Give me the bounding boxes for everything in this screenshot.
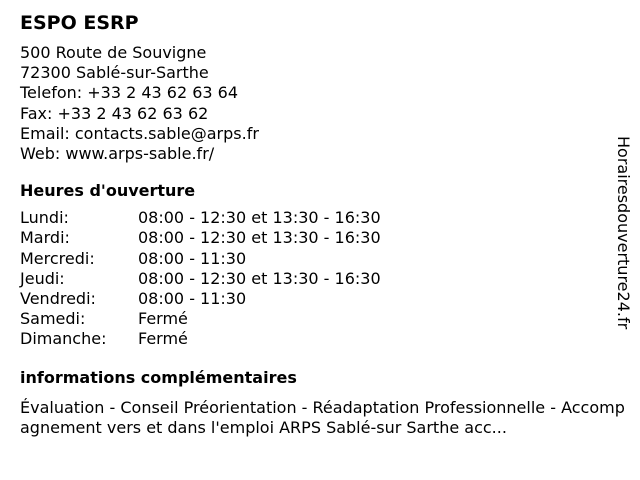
hours-day: Lundi:	[20, 208, 69, 228]
hours-time: 08:00 - 11:30	[138, 289, 247, 309]
hours-time: Fermé	[138, 309, 188, 329]
email-line: Email: contacts.sable@arps.fr	[20, 123, 259, 143]
description-text: Évaluation - Conseil Préorientation - Réadaptation Professionnelle - Accompagnement vers et dans l'emploi ARPS Sablé-sur Sarthe acc...	[20, 397, 625, 437]
hours-table	[20, 208, 610, 349]
info-heading: informations complémentaires	[20, 367, 297, 387]
hours-row	[20, 228, 610, 248]
hours-row	[20, 249, 610, 269]
hours-time: Fermé	[138, 329, 188, 349]
address-street: 500 Route de Souvigne	[20, 43, 207, 62]
hours-time: 08:00 - 11:30	[138, 248, 247, 268]
hours-row	[20, 309, 610, 329]
hours-time: 08:00 - 12:30 et 13:30 - 16:30	[138, 208, 381, 228]
hours-day: Dimanche:	[20, 329, 107, 349]
hours-day: Jeudi:	[20, 268, 65, 288]
hours-row	[20, 329, 610, 349]
hours-day: Samedi:	[20, 309, 86, 329]
hours-time: 08:00 - 12:30 et 13:30 - 16:30	[138, 268, 381, 288]
business-title: ESPO ESRP	[20, 12, 139, 34]
web-line: Web: www.arps-sable.fr/	[20, 144, 215, 164]
hours-row	[20, 269, 610, 289]
hours-day: Mardi:	[20, 228, 70, 248]
fax-line: Fax: +33 2 43 62 63 62	[20, 103, 209, 123]
address-city: 72300 Sablé-sur-Sarthe	[20, 63, 209, 83]
hours-day: Vendredi:	[20, 289, 96, 309]
hours-time: 08:00 - 12:30 et 13:30 - 16:30	[138, 228, 381, 248]
hours-row	[20, 289, 610, 309]
hours-heading: Heures d'ouverture	[20, 181, 196, 201]
phone-line: Telefon: +33 2 43 62 63 64	[20, 83, 239, 103]
side-watermark-label: Horairesdouverture24.fr	[614, 136, 633, 330]
side-watermark	[612, 136, 634, 346]
hours-row	[20, 208, 610, 228]
contact-block	[20, 43, 610, 164]
hours-day: Mercredi:	[20, 248, 95, 268]
